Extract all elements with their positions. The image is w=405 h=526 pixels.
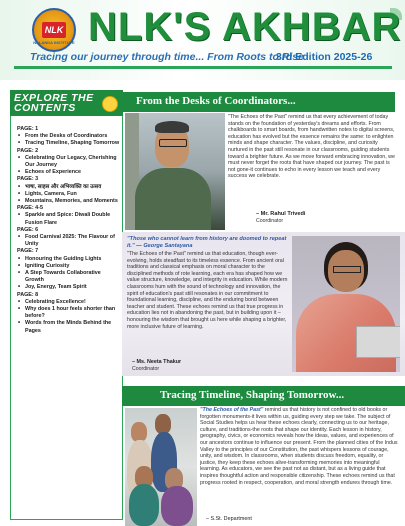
logo-ring-text: NALANDA INSTITUTE [33, 40, 75, 45]
photo-figure [161, 486, 193, 526]
toc-item[interactable]: • From the Desks of Coordinators [17, 133, 121, 140]
photo-figure [155, 414, 171, 434]
article-text: "The Echoes of the Past" remind us that every achievement of today stands on the foundation of yesterday's dreams and efforts. From chalkboards to smart boards, from handwritten notes to digital screens, education has evolved but the essence remains the same: to enlighten minds and shape character. The values, discipline, and curiosity nurtured in the past still resonate in our classrooms, guiding students toward a brighter future. As we move forward embracing innovation, we must never forget the roots that have shaped our journey. The past is not gone-it continues to echo in every lesson we teach and every success we celebrate. [228, 114, 395, 180]
photo-figure [155, 121, 189, 133]
article-lead: "The Echoes of the Past" [200, 407, 264, 413]
toc-item[interactable]: • Joy, Energy, Team Spirit [17, 284, 121, 291]
toc-page-number: PAGE: 6 [17, 226, 39, 233]
toc-item[interactable]: • भाषा, साहस और अभिव्यक्ति का उत्सव [17, 184, 121, 191]
pull-quote: "Those who cannot learn from history are doomed to repeat it." — George Santayana [127, 236, 287, 249]
toc-group [17, 292, 121, 335]
toc-item[interactable]: • Tracing Timeline, Shaping Tomorrow [17, 140, 121, 147]
toc-item[interactable]: • A Step Towards Collaborative Growth [17, 270, 121, 284]
table-of-contents [17, 126, 121, 335]
article-text: "The Echoes of the Past" remind us that education, though ever-evolving, holds steadfast to its timeless essence. From ancient oral traditions and classical emphasis on moral character to the disciplined methods of rote learning, each era has shaped how we value structure, knowledge, and integrity in education. While modern classrooms hum with the sound of technology and innovation, the spirit of education's past still resonates in our commitment to foundational learning, discipline, and the enduring bond between teacher and student. These echoes remind us that true progress in education lies not in abandoning the past, but in building upon it – honouring the wisdom that brought us here while shaping a brighter, more inclusive future of learning. [127, 251, 288, 330]
toc-group [17, 148, 121, 177]
toc-group [17, 205, 121, 227]
toc-item[interactable]: • Sparkle and Spice: Diwali Double Fusion Flare [17, 212, 121, 226]
toc-group [17, 248, 121, 291]
toc-item[interactable]: • Mountains, Memories, and Moments [17, 198, 121, 205]
edition-label: 3rd Edition 2025-26 [276, 51, 373, 63]
toc-group [17, 126, 121, 148]
tagline: Tracing our journey through time... From Roots to Rise [30, 51, 304, 63]
lightbulb-icon [102, 96, 118, 112]
toc-group [17, 176, 121, 205]
laptop-icon [356, 326, 400, 358]
toc-item[interactable]: • Celebrating Excellence! [17, 299, 121, 306]
section-heading: From the Desks of Coordinators... [136, 95, 296, 107]
toc-group [17, 227, 121, 249]
school-logo [32, 8, 76, 52]
toc-page-number: PAGE: 3 [17, 176, 39, 183]
article-role: Coordinator [256, 218, 284, 224]
article-signature: – Mr. Rahul Trivedi [256, 211, 306, 217]
toc-item[interactable]: • Food Carnival 2025: The Flavour of Unity [17, 234, 121, 248]
contents-heading-line1: EXPLORE THE [14, 92, 94, 104]
article-signature: – S.St. Department [206, 516, 252, 522]
toc-page-number: PAGE: 4-5 [17, 205, 43, 212]
article-signature: – Ms. Neeta Thakur [132, 359, 182, 365]
masthead [0, 0, 405, 80]
logo-text: NLK [42, 22, 66, 38]
toc-item[interactable]: • Lights, Camera, Fun [17, 191, 121, 198]
toc-item[interactable]: • Words from the Minds Behind the Pages [17, 320, 121, 334]
coordinator-photo [125, 113, 225, 230]
photo-figure [159, 139, 187, 147]
toc-item[interactable]: • Celebrating Our Legacy, Cherishing Our Journey [17, 155, 121, 169]
photo-figure [131, 422, 147, 442]
contents-heading-line2: CONTENTS [14, 102, 76, 114]
newsletter-title: NLK'S AKHBAR [88, 5, 402, 49]
toc-page-number: PAGE: 2 [17, 147, 39, 154]
coordinator-photo [292, 236, 400, 372]
toc-item[interactable]: • Echoes of Experience [17, 169, 121, 176]
photo-figure [135, 168, 211, 230]
article-text [200, 407, 400, 486]
toc-item[interactable]: • Why does 1 hour feels shorter than before? [17, 306, 121, 320]
toc-page-number: PAGE: 8 [17, 291, 39, 298]
article-body: remind us that history is not confined to old books or forgotten monuments-it lives within us, guiding every step we take. The subject of Social Studies helps us hear these echoes clearly, connecting us to our heritage, culture, and traditions-the roots that shape our identity. Each lesson in history, geography, civics, or economics reveals how the ideas, values, and experiences of our ancestors continue to influence our present. From the planned cities of the Indus Valley to the principles of our Constitution, the past whispers lessons of courage, unity, and wisdom. In classrooms, when students discuss freedom, equality, or justice, they keep these echoes alive-transforming memories into meaningful learning. As educators, we see the past not as distant, but as a living guide that inspires thoughtful action and responsible citizenship. These echoes remind us that progress rooted in respect, cooperation, and moral strength endures through time. [200, 407, 398, 486]
group-photo [125, 408, 197, 526]
section-heading: Tracing Timeline, Shaping Tomorrow... [160, 389, 345, 401]
photo-figure [129, 484, 159, 526]
toc-page-number: PAGE: 7 [17, 248, 39, 255]
toc-item[interactable]: • Honouring the Guiding Lights [17, 256, 121, 263]
article-role: Coordinator [132, 366, 160, 372]
masthead-divider [14, 66, 392, 69]
toc-page-number: PAGE: 1 [17, 126, 39, 132]
toc-item[interactable]: • Igniting Curiosity [17, 263, 121, 270]
photo-figure [333, 266, 361, 273]
